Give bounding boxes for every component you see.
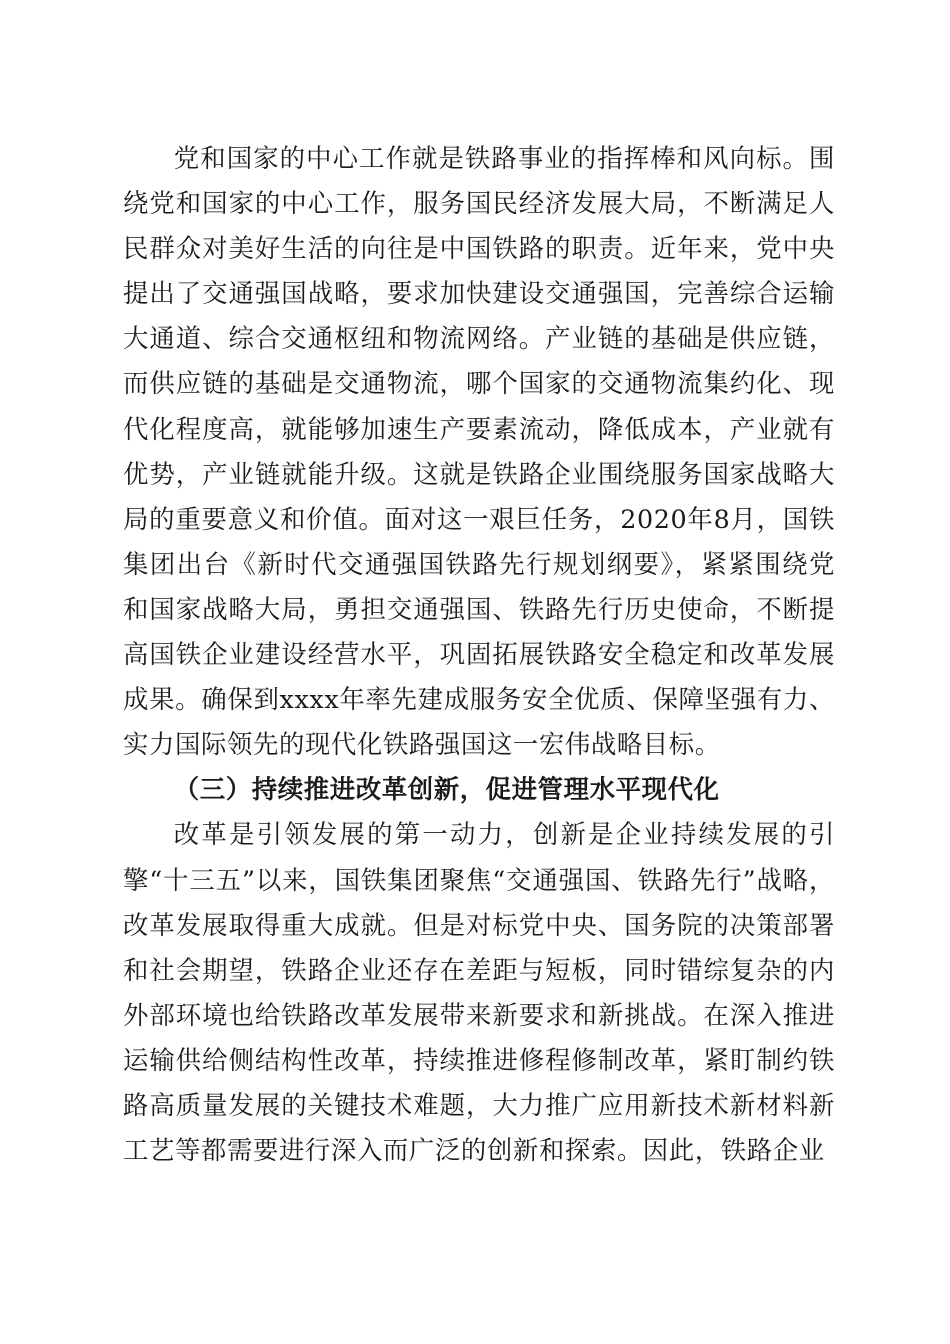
section-heading-reform-innovation: （三）持续推进改革创新，促进管理水平现代化 bbox=[173, 774, 720, 805]
paragraph-central-work: 党和国家的中心工作就是铁路事业的指挥棒和风向标。围绕党和国家的中心工作，服务国民经济发展大局，不断满足人民群众对美好生活的向往是中国铁路的职责。近年来，党中央提出了交通强国战略，要求加快建设交通强国，完善综合运输大通道、综合交通枢纽和物流网络。产业链的基础是供应链，而供应链的基础是交通物流，哪个国家的交通物流集约化、现代化程度高，就能够加速生产要素流动，降低成本，产业就有优势，产业链就能升级。这就是铁路企业围绕服务国家战略大局的重要意义和价值。面对这一艰巨任务，2020年8月，国铁集团出台《新时代交通强国铁路先行规划纲要》，紧紧围绕党和国家战略大局，勇担交通强国、铁路先行历史使命，不断提高国铁企业建设经营水平，巩固拓展铁路安全稳定和改革发展成果。确保到xxxx年率先建成服务安全优质、保障坚强有力、实力国际领先的现代化铁路强国这一宏伟战略目标。 bbox=[123, 143, 835, 760]
paragraph-reform-innovation: 改革是引领发展的第一动力，创新是企业持续发展的引擎“十三五”以来，国铁集团聚焦“交通强国、铁路先行”战略，改革发展取得重大成就。但是对标党中央、国务院的决策部署和社会期望，铁路企业还存在差距与短板，同时错综复杂的内外部环境也给铁路改革发展带来新要求和新挑战。在深入推进运输供给侧结构性改革，持续推进修程修制改革，紧盯制约铁路高质量发展的关键技术难题，大力推广应用新技术新材料新工艺等都需要进行深入而广泛的创新和探索。因此，铁路企业 bbox=[123, 819, 835, 1166]
document-body bbox=[123, 136, 835, 1173]
